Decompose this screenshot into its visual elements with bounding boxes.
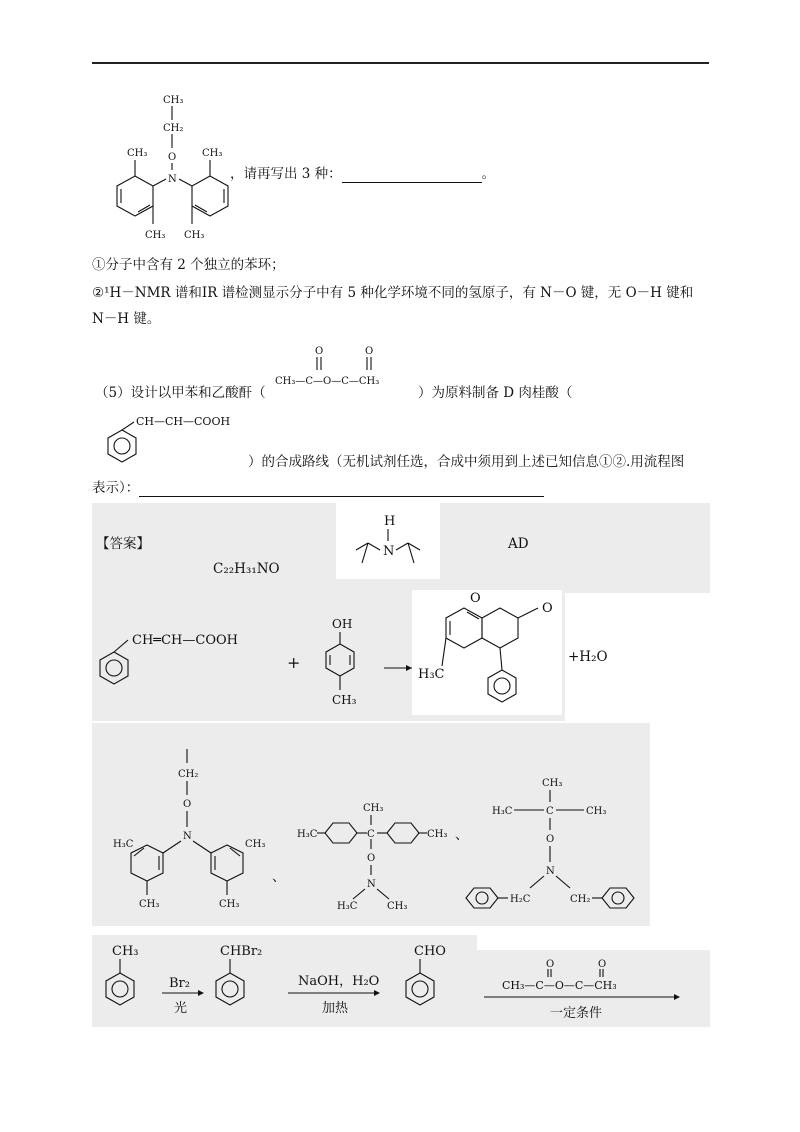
condition-1: ①分子中含有 2 个独立的苯环； xyxy=(92,257,285,273)
condition-2: ②¹H－NMR 谱和IR 谱检测显示分子中有 5 种化学环境不同的氢原子，有 N－O 键，无 O－H 键和 xyxy=(92,285,694,301)
svg-text:H₃C: H₃C xyxy=(418,667,445,682)
svg-text:C: C xyxy=(546,806,554,817)
q5-line3: 表示）： xyxy=(92,479,544,497)
condition-2b: N－H 键。 xyxy=(92,311,161,327)
svg-text:CH₃: CH₃ xyxy=(139,899,160,910)
step1-reagent: Br₂ xyxy=(169,976,190,991)
acetic-anhydride-structure xyxy=(265,340,425,398)
svg-text:N: N xyxy=(367,879,376,890)
svg-text:CH₃: CH₃ xyxy=(363,803,384,814)
isomer-c xyxy=(458,770,648,920)
benzaldehyde-label: CHO xyxy=(414,944,446,959)
separator-1: 、 xyxy=(272,869,286,885)
svg-text:O: O xyxy=(546,959,555,970)
svg-text:O: O xyxy=(546,834,555,845)
amine-box xyxy=(336,503,440,579)
svg-text:O: O xyxy=(367,853,376,864)
top-question-prefix: ，请再写出 3 种： xyxy=(230,166,342,182)
svg-text:CH₃: CH₃ xyxy=(127,148,148,159)
svg-text:O: O xyxy=(470,591,481,606)
svg-text:OH: OH xyxy=(332,617,353,631)
svg-text:N: N xyxy=(183,831,192,842)
svg-text:CH₃: CH₃ xyxy=(145,230,166,241)
svg-text:CH₃: CH₃ xyxy=(202,148,223,159)
svg-text:H₂C: H₂C xyxy=(510,894,531,905)
svg-text:CH₃: CH₃ xyxy=(542,778,563,789)
label-o: O xyxy=(168,152,177,163)
step3-reagent: CH₃—C—O—C—CH₃ xyxy=(502,979,617,992)
svg-text:CH₃: CH₃ xyxy=(219,899,240,910)
step1-condition: 光 xyxy=(174,1001,188,1016)
answer-formula: C₂₂H₃₁NO xyxy=(213,561,280,577)
svg-text:CH₃: CH₃ xyxy=(245,839,266,850)
step3-condition: 一定条件 xyxy=(550,1006,603,1021)
svg-text:CH₃: CH₃ xyxy=(387,901,408,912)
cinnamic-acid-label: CH═CH—COOH xyxy=(132,633,238,648)
label-ch3: CH₃ xyxy=(163,95,184,106)
isomer-b xyxy=(295,795,465,915)
reaction-left xyxy=(92,610,412,710)
isomer-a xyxy=(95,735,285,920)
svg-text:CH₃: CH₃ xyxy=(184,230,205,241)
cinnamic-acid-structure xyxy=(92,408,262,468)
svg-text:H₃C: H₃C xyxy=(113,839,134,850)
label-n: N xyxy=(168,174,177,185)
svg-text:O: O xyxy=(542,601,553,616)
dihydrocoumarin-structure xyxy=(412,590,562,715)
step2-reagent: NaOH，H₂O xyxy=(298,974,380,989)
separator-2: 、 xyxy=(455,827,469,843)
answer-choice: AD xyxy=(508,536,529,552)
answer-label: 【答案】 xyxy=(96,536,150,552)
anhydride-formula: CH₃—C—O—C—CH₃ xyxy=(275,376,380,387)
svg-text:CH₃: CH₃ xyxy=(332,693,357,707)
svg-text:O: O xyxy=(315,346,324,357)
label-ch2: CH₂ xyxy=(163,123,184,134)
answer-blank-1[interactable] xyxy=(342,168,482,183)
svg-text:N: N xyxy=(546,866,555,877)
svg-text:H₃C: H₃C xyxy=(297,829,318,840)
q5-prefix: （5）设计以甲苯和乙酸酐（ xyxy=(95,385,266,401)
header-rule xyxy=(92,62,709,64)
svg-text:CH₂: CH₂ xyxy=(570,894,591,905)
svg-text:O: O xyxy=(365,346,374,357)
svg-text:CH₂: CH₂ xyxy=(178,769,199,780)
plus-sign: + xyxy=(287,653,301,672)
answer-blank-2[interactable] xyxy=(139,482,544,497)
svg-text:O: O xyxy=(598,959,607,970)
svg-text:CH₃: CH₃ xyxy=(427,829,448,840)
svg-text:C: C xyxy=(367,829,375,840)
q5-suffix: ）为原料制备 D 肉桂酸（ xyxy=(418,385,573,401)
svg-text:O: O xyxy=(183,799,192,810)
top-question-suffix: 。 xyxy=(481,166,496,182)
synthesis-route xyxy=(92,935,710,1027)
svg-text:H: H xyxy=(384,514,396,529)
top-question-line xyxy=(230,165,495,183)
step2-condition: 加热 xyxy=(322,1001,349,1016)
dibromide-label: CHBr₂ xyxy=(220,944,263,959)
q5-line2: ）的合成路线（无机试剂任选，合成中须用到上述已知信息①②.用流程图 xyxy=(248,454,685,470)
product-box xyxy=(412,590,562,715)
svg-text:H₃C: H₃C xyxy=(492,806,513,817)
diisopropylamine-structure xyxy=(336,503,440,579)
svg-text:N: N xyxy=(383,544,395,559)
svg-text:H₃C: H₃C xyxy=(337,901,358,912)
svg-text:CH₃: CH₃ xyxy=(586,806,607,817)
water-label: +H₂O xyxy=(568,649,608,665)
toluene-label: CH₃ xyxy=(112,944,139,959)
svg-text:CH—CH—COOH: CH—CH—COOH xyxy=(136,415,231,428)
